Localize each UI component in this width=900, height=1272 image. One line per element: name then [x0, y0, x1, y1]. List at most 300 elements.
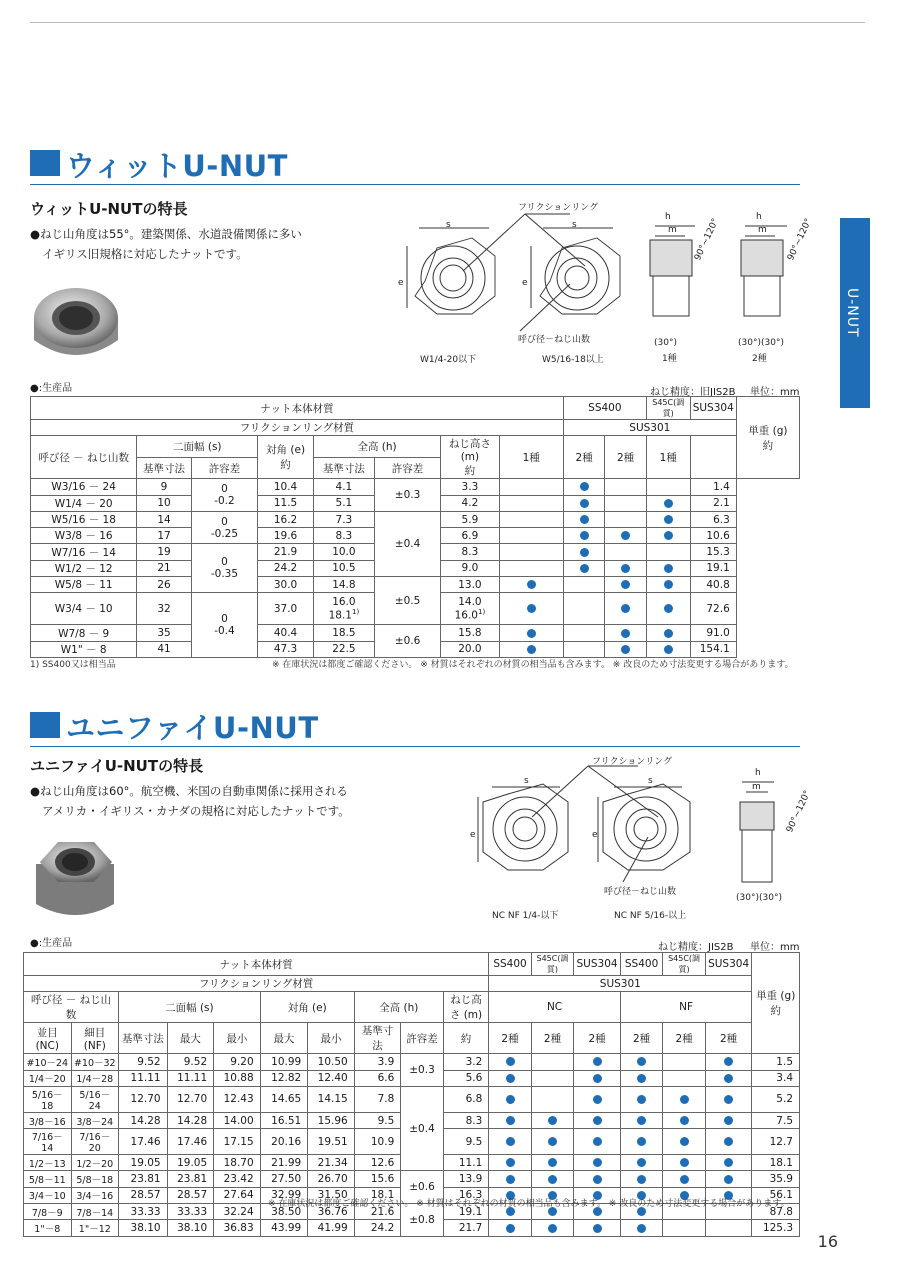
u-hdr-sus304: SUS304 [574, 953, 621, 976]
table-cell [499, 560, 563, 576]
hdr-t1: 1種 [499, 436, 563, 479]
table-cell: 6.8 [443, 1086, 489, 1112]
table-cell [489, 1155, 531, 1171]
produced-dot-icon [593, 1116, 602, 1125]
table-cell: 15.8 [441, 625, 499, 641]
table-cell: 0 -0.2 [191, 479, 258, 512]
table-cell: 27.50 [260, 1171, 308, 1187]
table-cell: 56.1 [752, 1187, 800, 1203]
table-cell: 154.1 [690, 641, 736, 657]
table-cell [531, 1155, 573, 1171]
u-t2c: 2種 [574, 1023, 621, 1054]
table-cell [620, 1070, 662, 1086]
table-cell: W3/4 － 10 [31, 593, 137, 625]
table-cell: 21.6 [354, 1204, 401, 1220]
whit-nominal-label: 呼び径－ねじ山数 [518, 335, 591, 345]
hdr-thread-h: ねじ高さ (m) 約 [441, 436, 499, 479]
produced-dot-icon [621, 629, 630, 638]
table-cell [574, 1129, 621, 1155]
table-cell: 11.11 [167, 1070, 214, 1086]
hdr-height: 全高 (h) [313, 436, 440, 458]
unified-precision: ねじ精度：JIS2B [658, 942, 734, 953]
u-hdr-ss400: SS400 [489, 953, 531, 976]
table-cell [605, 544, 646, 560]
table-cell [705, 1220, 752, 1236]
table-cell: 5.1 [313, 495, 374, 511]
table-cell: 35 [137, 625, 191, 641]
table-cell [531, 1070, 573, 1086]
produced-dot-icon [527, 604, 536, 613]
table-cell: W5/8 － 11 [31, 577, 137, 593]
table-cell: 125.3 [752, 1220, 800, 1236]
table-cell: 10.50 [308, 1054, 355, 1070]
table-cell [499, 577, 563, 593]
table-cell: 10.4 [258, 479, 314, 495]
table-cell [620, 1171, 662, 1187]
table-cell: 15.96 [308, 1112, 355, 1128]
produced-dot-icon [593, 1224, 602, 1233]
table-cell [705, 1129, 752, 1155]
u-t2e: 2種 [663, 1023, 705, 1054]
table-cell [620, 1155, 662, 1171]
table-cell: 12.70 [119, 1086, 168, 1112]
whit-footnote2: ※ 在庫状況は都度ご確認ください。 ※ 材質はそれぞれの材質の相当品も含みます。 ※ 改良のため寸法変更する場合があります。 [272, 660, 794, 670]
table-cell: ±0.3 [401, 1054, 443, 1087]
unified-e-label: e [470, 830, 476, 840]
table-cell: 2.1 [690, 495, 736, 511]
unified-h-label: h [755, 768, 761, 778]
unified-feature-line2: アメリカ・イギリス・カナダの規格に対応したナットです。 [42, 804, 350, 818]
table-cell: W7/16 － 14 [31, 544, 137, 560]
table-cell [663, 1220, 705, 1236]
unified-footnote: ※ 在庫状況は都度ご確認ください。 ※ 材質はそれぞれの材質の相当品も含みます。 ※ 改良のため寸法変更する場合があります。 [268, 1199, 790, 1209]
side-tab-label: U-NUT [844, 288, 860, 338]
table-cell [646, 544, 690, 560]
table-cell: 10.88 [214, 1070, 261, 1086]
table-cell: 21.7 [443, 1220, 489, 1236]
table-cell: 7/8－9 [24, 1204, 72, 1220]
u-hdr-ring-material: フリクションリング材質 [24, 976, 489, 992]
table-cell [563, 641, 604, 657]
whit-friction-ring-label: フリクションリング [518, 203, 599, 213]
produced-dot-icon [724, 1095, 733, 1104]
table-cell: 5.6 [443, 1070, 489, 1086]
table-cell: ±0.5 [374, 577, 440, 625]
u-hdr-diag: 対角 (e) [260, 992, 354, 1023]
table-cell: 14.28 [167, 1112, 214, 1128]
table-cell: W7/8 － 9 [31, 625, 137, 641]
produced-dot-icon [527, 645, 536, 654]
table-row [31, 625, 800, 641]
hdr-t1b: 1種 [646, 436, 690, 479]
table-cell [705, 1070, 752, 1086]
produced-dot-icon [548, 1224, 557, 1233]
table-cell: 10 [137, 495, 191, 511]
table-cell: W3/8 － 16 [31, 528, 137, 544]
hdr-base: 基準寸法 [137, 457, 191, 479]
table-cell [531, 1112, 573, 1128]
table-cell [563, 528, 604, 544]
unified-friction-ring-label: フリクションリング [592, 757, 673, 767]
produced-dot-icon [637, 1137, 646, 1146]
table-cell [605, 495, 646, 511]
table-cell [489, 1129, 531, 1155]
produced-dot-icon [680, 1137, 689, 1146]
produced-dot-icon [637, 1224, 646, 1233]
produced-dot-icon [548, 1137, 557, 1146]
unified-s-label-2: s [648, 776, 653, 786]
table-cell: 1"－12 [71, 1220, 119, 1236]
table-cell: 0 -0.4 [191, 593, 258, 658]
table-cell [605, 560, 646, 576]
table-cell [605, 641, 646, 657]
whit-title: ウィットU-NUT [66, 149, 288, 183]
whit-angle-label-2: 90°~120° [786, 217, 815, 263]
table-cell: #10－24 [24, 1054, 72, 1070]
table-cell [605, 593, 646, 625]
table-cell [646, 479, 690, 495]
table-cell: 9.5 [354, 1112, 401, 1128]
produced-dot-icon [664, 645, 673, 654]
unified-nut-photo [30, 834, 120, 924]
table-cell: 18.1 [752, 1155, 800, 1171]
table-cell: 3/8－16 [24, 1112, 72, 1128]
table-cell [663, 1054, 705, 1070]
table-cell: 13.9 [443, 1171, 489, 1187]
table-cell [499, 593, 563, 625]
table-cell: 43.99 [260, 1220, 308, 1236]
table-cell: 22.5 [313, 641, 374, 657]
table-cell: 12.70 [167, 1086, 214, 1112]
table-cell: 23.81 [119, 1171, 168, 1187]
produced-dot-icon [506, 1158, 515, 1167]
table-cell: 9.5 [443, 1129, 489, 1155]
whit-chamfer-2: (30°)(30°) [738, 338, 784, 348]
whit-type1-label: 1種 [662, 354, 677, 364]
table-cell: 30.0 [258, 577, 314, 593]
table-cell: 10.99 [260, 1054, 308, 1070]
table-cell [489, 1171, 531, 1187]
table-cell: 23.81 [167, 1171, 214, 1187]
table-cell: 3.3 [441, 479, 499, 495]
produced-dot-icon [724, 1137, 733, 1146]
table-cell [574, 1220, 621, 1236]
table-cell [499, 495, 563, 511]
table-cell [646, 560, 690, 576]
table-row [31, 511, 800, 527]
table-cell: 19.1 [690, 560, 736, 576]
table-cell [620, 1129, 662, 1155]
table-cell [620, 1112, 662, 1128]
table-cell: 8.3 [441, 544, 499, 560]
produced-dot-icon [664, 531, 673, 540]
whit-s-label: s [446, 220, 451, 230]
table-cell [563, 544, 604, 560]
table-cell: 1.4 [690, 479, 736, 495]
table-cell: 14.0 16.0$^{1)}$ [441, 593, 499, 625]
u-hdr-s45c-b: S45C(調質) [663, 953, 705, 976]
hdr-diag: 対角 (e) 約 [258, 436, 314, 479]
produced-dot-icon [680, 1158, 689, 1167]
table-cell [489, 1054, 531, 1070]
unified-angle-label: 90°~120° [785, 789, 814, 835]
whit-type2-label: 2種 [752, 354, 767, 364]
whit-h-label: h [665, 212, 671, 222]
table-cell: 14 [137, 511, 191, 527]
whit-s-label-2: s [572, 220, 577, 230]
table-cell: 24.2 [354, 1220, 401, 1236]
u-hdr-sus301: SUS301 [489, 976, 752, 992]
table-cell: 26 [137, 577, 191, 593]
table-cell [574, 1086, 621, 1112]
table-row [31, 479, 800, 495]
table-cell: 7.5 [752, 1112, 800, 1128]
produced-dot-icon [506, 1116, 515, 1125]
table-cell [646, 511, 690, 527]
produced-dot-icon [637, 1175, 646, 1184]
produced-dot-icon [548, 1116, 557, 1125]
table-cell: 18.70 [214, 1155, 261, 1171]
table-cell: 3/4－10 [24, 1187, 72, 1203]
table-cell: 10.0 [313, 544, 374, 560]
produced-dot-icon [664, 564, 673, 573]
table-cell: 0 -0.35 [191, 544, 258, 593]
whit-title-rule [30, 184, 800, 185]
table-cell [646, 641, 690, 657]
table-cell [499, 641, 563, 657]
unified-nominal-label: 呼び径－ねじ山数 [604, 887, 677, 897]
table-cell: 3.4 [752, 1070, 800, 1086]
table-cell: 12.6 [354, 1155, 401, 1171]
table-cell: 19 [137, 544, 191, 560]
unified-e-label-2: e [592, 830, 598, 840]
table-cell: 5/8－18 [71, 1171, 119, 1187]
table-cell: 27.64 [214, 1187, 261, 1203]
table-cell: 8.3 [443, 1112, 489, 1128]
produced-dot-icon [593, 1175, 602, 1184]
table-cell: 32.99 [260, 1187, 308, 1203]
table-cell: 41 [137, 641, 191, 657]
produced-dot-icon [580, 515, 589, 524]
table-cell [563, 577, 604, 593]
table-cell [563, 625, 604, 641]
table-cell: 3.2 [443, 1054, 489, 1070]
table-cell: ±0.4 [401, 1086, 443, 1171]
table-cell [646, 593, 690, 625]
table-cell: 4.1 [313, 479, 374, 495]
produced-dot-icon [548, 1175, 557, 1184]
table-cell: 3.9 [354, 1054, 401, 1070]
u-hdr-width: 二面幅 (s) [119, 992, 261, 1023]
u-hdr-s45c: S45C(調質) [531, 953, 573, 976]
hdr-tol: 許容差 [191, 457, 258, 479]
produced-dot-icon [680, 1095, 689, 1104]
table-cell: 21.9 [258, 544, 314, 560]
table-cell: 38.10 [119, 1220, 168, 1236]
table-cell: W5/16 － 18 [31, 511, 137, 527]
table-cell: W3/16 － 24 [31, 479, 137, 495]
u-hdr-nf-col: 細目(NF) [71, 1023, 119, 1054]
whit-angle-label: 90°~120° [693, 217, 722, 263]
table-cell: 12.40 [308, 1070, 355, 1086]
table-cell: ±0.8 [401, 1204, 443, 1237]
table-cell: 9.20 [214, 1054, 261, 1070]
table-cell: 10.6 [690, 528, 736, 544]
table-cell: 1/4－28 [71, 1070, 119, 1086]
produced-dot-icon [506, 1137, 515, 1146]
table-cell: 24.2 [258, 560, 314, 576]
produced-dot-icon [664, 629, 673, 638]
table-cell [563, 593, 604, 625]
u-hdr-sus304-b: SUS304 [705, 953, 752, 976]
produced-dot-icon [724, 1057, 733, 1066]
table-cell: 9.52 [167, 1054, 214, 1070]
produced-dot-icon [527, 629, 536, 638]
table-cell [705, 1171, 752, 1187]
table-cell [499, 544, 563, 560]
table-cell: 12.43 [214, 1086, 261, 1112]
produced-dot-icon [724, 1074, 733, 1083]
hdr-weight: 単重 (g) 約 [736, 397, 799, 479]
table-cell: 17.15 [214, 1129, 261, 1155]
hdr-t2b: 2種 [605, 436, 646, 479]
table-cell [663, 1070, 705, 1086]
table-cell: 9.0 [441, 560, 499, 576]
table-cell: 40.4 [258, 625, 314, 641]
table-cell: 5/8－11 [24, 1171, 72, 1187]
unified-feature-line1: ●ねじ山角度は60°。航空機、米国の自動車関係に採用される [30, 784, 348, 798]
table-cell: 1/4－20 [24, 1070, 72, 1086]
table-row [24, 1054, 800, 1070]
table-cell: 32 [137, 593, 191, 625]
table-cell [574, 1171, 621, 1187]
whit-footnote1: 1) SS400又は相当品 [30, 660, 116, 670]
table-cell: 28.57 [119, 1187, 168, 1203]
table-cell: 3/8－24 [71, 1112, 119, 1128]
whit-nut-photo [26, 278, 126, 370]
produced-dot-icon [580, 548, 589, 557]
u-hdr-height: 全高 (h) [354, 992, 443, 1023]
table-cell [646, 495, 690, 511]
table-cell: 28.57 [167, 1187, 214, 1203]
table-cell [663, 1112, 705, 1128]
table-cell: 11.1 [443, 1155, 489, 1171]
table-cell: 19.05 [167, 1155, 214, 1171]
table-cell: 13.0 [441, 577, 499, 593]
section-marker [30, 150, 60, 176]
table-cell: 40.8 [690, 577, 736, 593]
table-cell: 17 [137, 528, 191, 544]
table-cell: 5.9 [441, 511, 499, 527]
table-cell: 16.3 [443, 1187, 489, 1203]
table-cell: #10－32 [71, 1054, 119, 1070]
table-cell [605, 511, 646, 527]
table-cell: 26.70 [308, 1171, 355, 1187]
table-cell [663, 1171, 705, 1187]
table-cell [663, 1155, 705, 1171]
table-cell [563, 560, 604, 576]
table-cell [489, 1220, 531, 1236]
u-hdr-base: 基準寸法 [119, 1023, 168, 1054]
produced-dot-icon [506, 1224, 515, 1233]
table-cell: 37.0 [258, 593, 314, 625]
table-cell [605, 528, 646, 544]
produced-dot-icon [621, 531, 630, 540]
table-cell [531, 1086, 573, 1112]
table-cell [620, 1086, 662, 1112]
hdr-nut-material: ナット本体材質 [31, 397, 564, 420]
table-cell: W1/4 － 20 [31, 495, 137, 511]
unified-title: ユニファイU-NUT [66, 711, 319, 745]
table-cell: 17.46 [119, 1129, 168, 1155]
table-cell: 19.6 [258, 528, 314, 544]
u-t2d: 2種 [620, 1023, 662, 1054]
table-cell [646, 577, 690, 593]
table-cell: 1.5 [752, 1054, 800, 1070]
table-cell: 41.99 [308, 1220, 355, 1236]
produced-dot-icon [580, 564, 589, 573]
table-cell: 18.5 [313, 625, 374, 641]
table-cell [531, 1129, 573, 1155]
u-hdr-weight: 単重 (g) 約 [752, 953, 800, 1054]
produced-dot-icon [621, 645, 630, 654]
whit-unit: 単位：mm [750, 387, 800, 398]
hdr-size: 呼び径 － ねじ山数 [31, 436, 137, 479]
u-t2b: 2種 [531, 1023, 573, 1054]
table-cell [705, 1155, 752, 1171]
table-cell [574, 1112, 621, 1128]
produced-dot-icon [506, 1175, 515, 1184]
table-cell [705, 1086, 752, 1112]
table-cell: 11.5 [258, 495, 314, 511]
table-cell [705, 1054, 752, 1070]
table-cell: 1/2－20 [71, 1155, 119, 1171]
hdr-s45c: S45C(調質) [646, 397, 690, 420]
table-cell: 21.99 [260, 1155, 308, 1171]
whit-large-label: W5/16-18以上 [542, 355, 604, 365]
table-cell: 6.9 [441, 528, 499, 544]
whit-legend: ●:生産品 [30, 383, 73, 394]
whit-small-label: W1/4-20以下 [420, 355, 477, 365]
table-cell: 19.05 [119, 1155, 168, 1171]
table-cell [531, 1171, 573, 1187]
table-cell: 32.24 [214, 1204, 261, 1220]
hdr-ring-material: フリクションリング材質 [31, 420, 564, 436]
produced-dot-icon [593, 1137, 602, 1146]
section-marker-2 [30, 712, 60, 738]
unified-small-label: NC NF 1/4-以下 [492, 911, 559, 921]
table-cell [499, 511, 563, 527]
unified-m-label: m [752, 782, 761, 792]
produced-dot-icon [637, 1074, 646, 1083]
table-cell [563, 495, 604, 511]
table-cell [531, 1054, 573, 1070]
produced-dot-icon [527, 580, 536, 589]
produced-dot-icon [724, 1175, 733, 1184]
table-cell: 16.51 [260, 1112, 308, 1128]
hdr-t2: 2種 [563, 436, 604, 479]
table-cell: 21 [137, 560, 191, 576]
table-cell: 5/16－18 [24, 1086, 72, 1112]
table-cell: 17.46 [167, 1129, 214, 1155]
table-cell: 0 -0.25 [191, 511, 258, 544]
produced-dot-icon [664, 499, 673, 508]
unified-feature-title: ユニファイU-NUTの特長 [30, 757, 204, 775]
side-index-tab[interactable] [840, 218, 870, 408]
table-cell [605, 577, 646, 593]
u-t2a: 2種 [489, 1023, 531, 1054]
table-cell: 6.3 [690, 511, 736, 527]
